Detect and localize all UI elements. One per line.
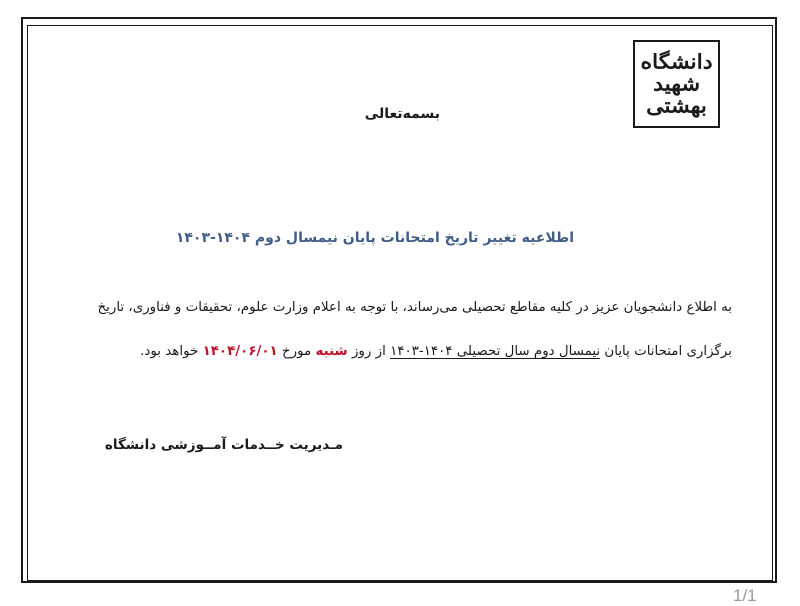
document-heading: بسمه‌تعالی [364,106,440,122]
logo-text-line-2: شهید [653,72,700,96]
exam-start-day: شنبه [315,344,348,359]
body-paragraph-line-2 [140,344,732,359]
logo-text-line-1: دانشگاه [640,50,713,74]
body-text: برگزاری امتحانات پایان [604,344,732,359]
body-text: مورخ [282,344,312,359]
body-text: خواهد بود. [140,344,199,359]
semester-underlined-text: نیمسال دوم سال تحصیلی ۱۴۰۴-۱۴۰۳ [390,344,601,359]
body-text: از روز [351,344,386,359]
body-paragraph-line-1: به اطلاع دانشجویان عزیز در کلیه مقاطع تحصیلی می‌رساند، با توجه به اعلام وزارت علوم، تحقیقات و فناوری، تاریخ [97,300,732,315]
exam-start-date: ۱۴۰۴/۰۶/۰۱ [202,344,278,359]
logo-text-line-3: بهشتی [646,94,707,118]
university-logo [633,40,720,128]
page-number-indicator: 1/1 [733,586,757,605]
signature-office: مـدیریت خــدمات آمــوزشی دانشگاه [104,437,343,453]
notice-title: اطلاعیه تغییر تاریخ امتحانات پایان نیمسال دوم ۱۴۰۴-۱۴۰۳ [175,230,574,246]
